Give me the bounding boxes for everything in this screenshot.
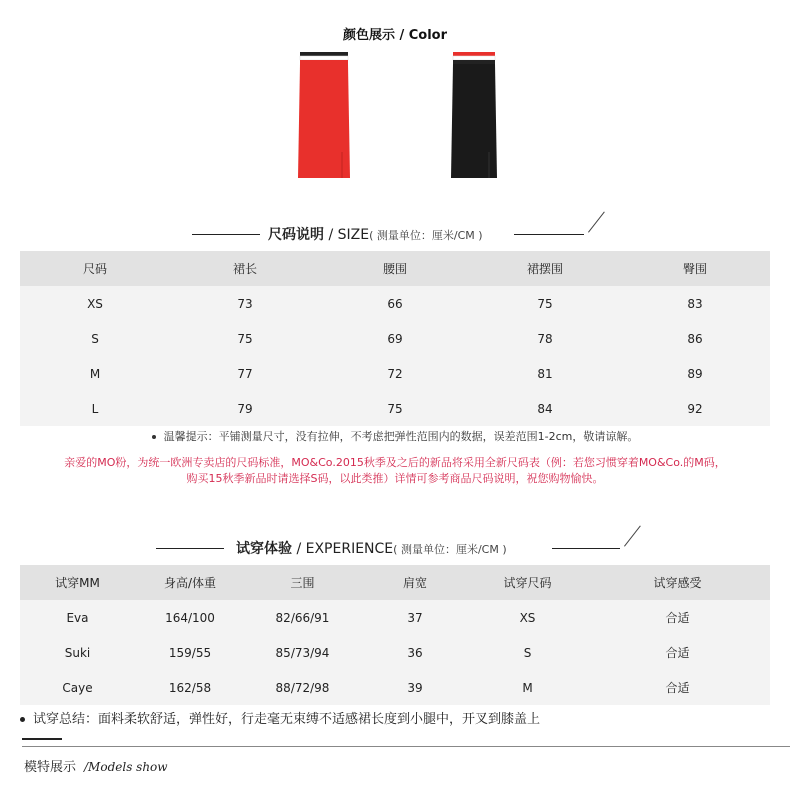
header-cell: 尺码 [20, 251, 170, 286]
notice-line: 亲爱的MO粉，为统一欧洲专卖店的尺码标准，MO&Co.2015秋季及之后的新品将采用全新尺码表（例：若您习惯穿着MO&Co.的M码， [64, 456, 726, 469]
table-row [20, 600, 770, 635]
tip-text: 温馨提示：平铺测量尺寸，没有拉伸，不考虑把弹性范围内的数据，误差范围1-2cm，敬请谅解。 [163, 430, 639, 443]
red-skirt-image [296, 52, 352, 180]
table-cell: XS [20, 286, 170, 321]
table-row [20, 635, 770, 670]
size-unit: ( 测量单位：厘米/CM ) [369, 229, 483, 242]
size-section-heading [0, 224, 790, 254]
table-cell: 37 [360, 600, 470, 635]
table-cell: 39 [360, 670, 470, 705]
experience-title-sep: / [292, 541, 306, 557]
table-row [20, 356, 770, 391]
table-row [20, 321, 770, 356]
header-cell: 三围 [245, 565, 360, 600]
header-cell: 裙长 [170, 251, 320, 286]
table-cell: 75 [170, 321, 320, 356]
measurement-tip [0, 428, 790, 444]
table-cell: 84 [470, 391, 620, 426]
table-cell: 73 [170, 286, 320, 321]
experience-table [20, 565, 770, 705]
header-cell: 试穿MM [20, 565, 135, 600]
table-cell: S [470, 635, 585, 670]
table-cell: 83 [620, 286, 770, 321]
size-title-en: SIZE [337, 227, 370, 243]
notice-line: 购买15秋季新品时请选择S码，以此类推）详情可参考商品尺码说明，祝您购物愉快。 [186, 472, 604, 485]
try-on-summary [20, 708, 540, 727]
table-cell: 合适 [585, 600, 770, 635]
table-cell: 82/66/91 [245, 600, 360, 635]
header-cell: 臀围 [620, 251, 770, 286]
table-cell: 86 [620, 321, 770, 356]
table-cell: XS [470, 600, 585, 635]
table-cell: 164/100 [135, 600, 245, 635]
table-cell: S [20, 321, 170, 356]
table-cell: Caye [20, 670, 135, 705]
experience-section-heading [0, 538, 790, 568]
experience-title-en: EXPERIENCE [305, 541, 394, 557]
bullet-icon [152, 435, 156, 439]
models-title-cn: 模特展示 [24, 760, 77, 775]
models-divider [22, 746, 790, 747]
experience-title-cn: 试穿体验 [236, 541, 292, 557]
color-section-title: 颜色展示 / Color [342, 28, 448, 43]
table-row [20, 670, 770, 705]
table-cell: 36 [360, 635, 470, 670]
experience-unit: ( 测量单位：厘米/CM ) [393, 543, 507, 556]
table-cell: 69 [320, 321, 470, 356]
bullet-icon [20, 717, 25, 722]
table-cell: 75 [470, 286, 620, 321]
table-cell: 66 [320, 286, 470, 321]
table-cell: 79 [170, 391, 320, 426]
table-cell: 85/73/94 [245, 635, 360, 670]
table-cell: 合适 [585, 670, 770, 705]
header-cell: 腰围 [320, 251, 470, 286]
header-cell: 身高/体重 [135, 565, 245, 600]
table-cell: 159/55 [135, 635, 245, 670]
table-cell: M [470, 670, 585, 705]
header-cell: 肩宽 [360, 565, 470, 600]
table-cell: 88/72/98 [245, 670, 360, 705]
models-accent-bar [22, 738, 62, 740]
header-cell: 试穿感受 [585, 565, 770, 600]
table-cell: Eva [20, 600, 135, 635]
table-cell: 81 [470, 356, 620, 391]
summary-text: 试穿总结：面料柔软舒适，弹性好，行走毫无束缚不适感裙长度到小腿中，开叉到膝盖上 [33, 712, 541, 727]
table-cell: M [20, 356, 170, 391]
table-row [20, 286, 770, 321]
experience-table-header [20, 565, 770, 600]
header-cell: 裙摆围 [470, 251, 620, 286]
size-title-sep: / [324, 227, 338, 243]
table-cell: 77 [170, 356, 320, 391]
black-skirt-image [449, 52, 499, 180]
table-cell: Suki [20, 635, 135, 670]
table-cell: 72 [320, 356, 470, 391]
table-cell: L [20, 391, 170, 426]
table-cell: 92 [620, 391, 770, 426]
table-cell: 162/58 [135, 670, 245, 705]
table-cell: 合适 [585, 635, 770, 670]
models-section-title [24, 756, 168, 775]
size-change-notice [0, 455, 790, 487]
table-cell: 89 [620, 356, 770, 391]
models-title-en: /Models show [84, 760, 168, 774]
size-table-header [20, 251, 770, 286]
header-cell: 试穿尺码 [470, 565, 585, 600]
table-cell: 75 [320, 391, 470, 426]
table-cell: 78 [470, 321, 620, 356]
size-table [20, 251, 770, 426]
table-row [20, 391, 770, 426]
size-title-cn: 尺码说明 [268, 227, 324, 243]
